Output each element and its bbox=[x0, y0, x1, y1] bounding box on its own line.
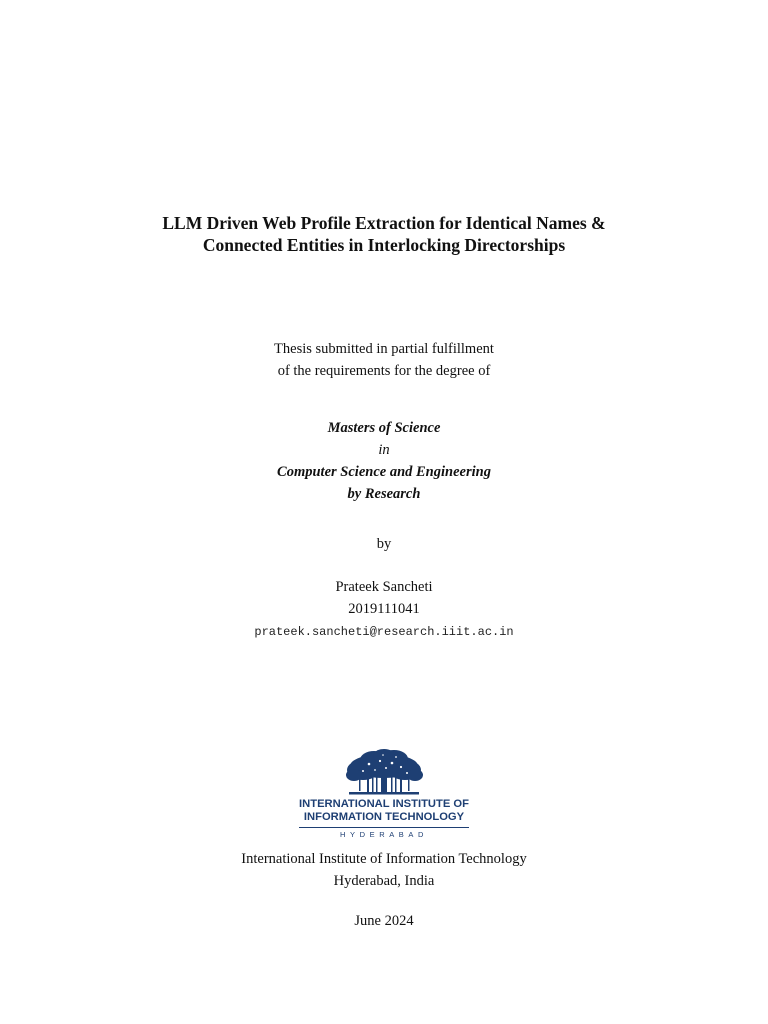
logo-text-line-3: HYDERABAD bbox=[339, 830, 429, 839]
institute-location: Hyderabad, India bbox=[333, 873, 435, 889]
author-roll-number: 2019111041 bbox=[348, 601, 420, 617]
submission-statement-line-1: Thesis submitted in partial fulfillment bbox=[274, 341, 494, 357]
submission-date: June 2024 bbox=[354, 913, 414, 929]
logo-text-line-2: INFORMATION TECHNOLOGY bbox=[303, 811, 465, 823]
degree-mode: by Research bbox=[347, 486, 421, 502]
degree-name: Masters of Science bbox=[327, 420, 441, 436]
logo-divider bbox=[299, 827, 469, 828]
author-name: Prateek Sancheti bbox=[335, 579, 433, 595]
institute-name: International Institute of Information Technology bbox=[241, 851, 527, 867]
submission-statement-line-2: of the requirements for the degree of bbox=[277, 363, 491, 379]
author-email: prateek.sancheti@research.iiit.ac.in bbox=[254, 625, 514, 639]
logo-text-line-1: INTERNATIONAL INSTITUTE OF bbox=[299, 798, 469, 810]
by-label: by bbox=[376, 536, 392, 552]
thesis-title-line-2: Connected Entities in Interlocking Directorships bbox=[202, 235, 566, 255]
banyan-tree-icon bbox=[297, 748, 471, 798]
thesis-title-line-1: LLM Driven Web Profile Extraction for Identical Names & bbox=[162, 213, 606, 233]
degree-in: in bbox=[378, 442, 390, 458]
iiit-hyderabad-logo bbox=[297, 748, 471, 844]
degree-field: Computer Science and Engineering bbox=[277, 464, 491, 480]
